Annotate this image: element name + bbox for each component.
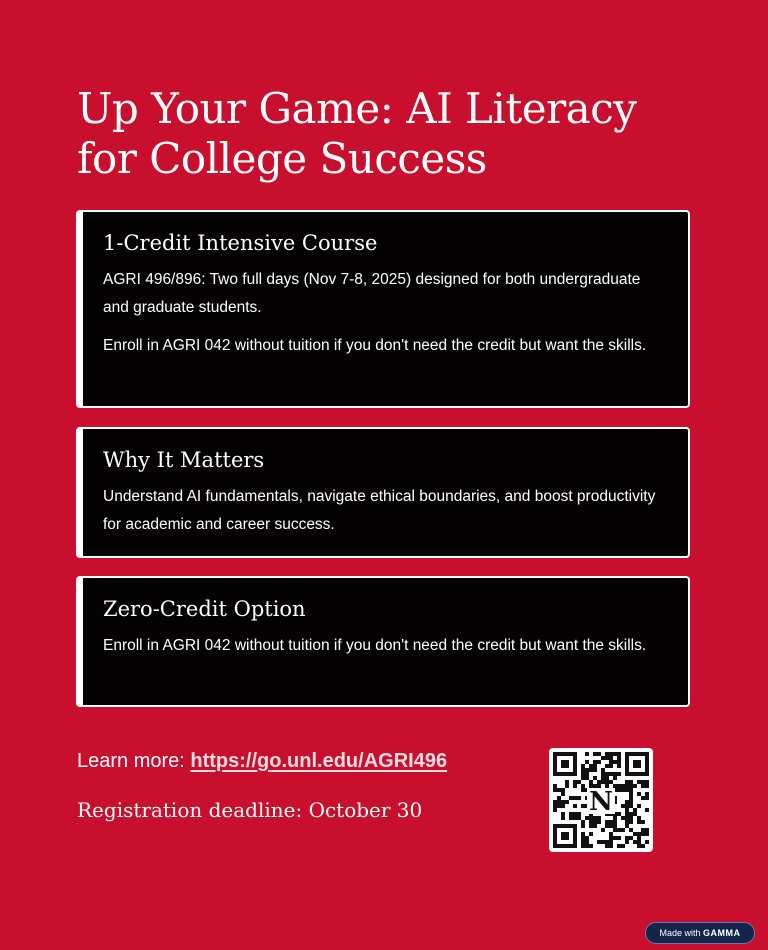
- course-link[interactable]: https://go.unl.edu/AGRI496: [190, 750, 448, 772]
- learn-more: [77, 747, 447, 775]
- qr-code: [549, 748, 653, 852]
- badge-prefix: Made with: [659, 928, 704, 938]
- card-paragraph: Understand AI fundamentals, navigate ethical boundaries, and boost productivity for academic and career success.: [103, 488, 656, 533]
- qr-center-letter: N: [589, 787, 613, 817]
- gamma-logo-text: GAMMA: [703, 928, 741, 938]
- title-line-1: Up Your Game: AI Literacy: [77, 84, 637, 133]
- qr-code-icon: [553, 752, 649, 848]
- learn-more-label: Learn more:: [77, 750, 191, 772]
- card-credit-course: [76, 210, 690, 408]
- card-heading: 1-Credit Intensive Course: [103, 231, 378, 255]
- card-heading: Why It Matters: [103, 448, 265, 472]
- card-paragraph: AGRI 496/896: Two full days (Nov 7-8, 2025) designed for both undergraduate and graduate students.: [103, 271, 641, 316]
- title-line-2: for College Success: [77, 134, 487, 183]
- registration-deadline: Registration deadline: October 30: [77, 798, 423, 822]
- card-why-it-matters: [76, 427, 690, 558]
- card-zero-credit: [76, 576, 690, 707]
- card-paragraph: Enroll in AGRI 042 without tuition if you don't need the credit but want the skills.: [103, 637, 647, 654]
- page-title: [77, 84, 697, 184]
- card-paragraph: Enroll in AGRI 042 without tuition if you don't need the credit but want the skills.: [103, 337, 647, 354]
- card-heading: Zero-Credit Option: [103, 597, 306, 621]
- made-with-gamma-badge[interactable]: [645, 922, 755, 944]
